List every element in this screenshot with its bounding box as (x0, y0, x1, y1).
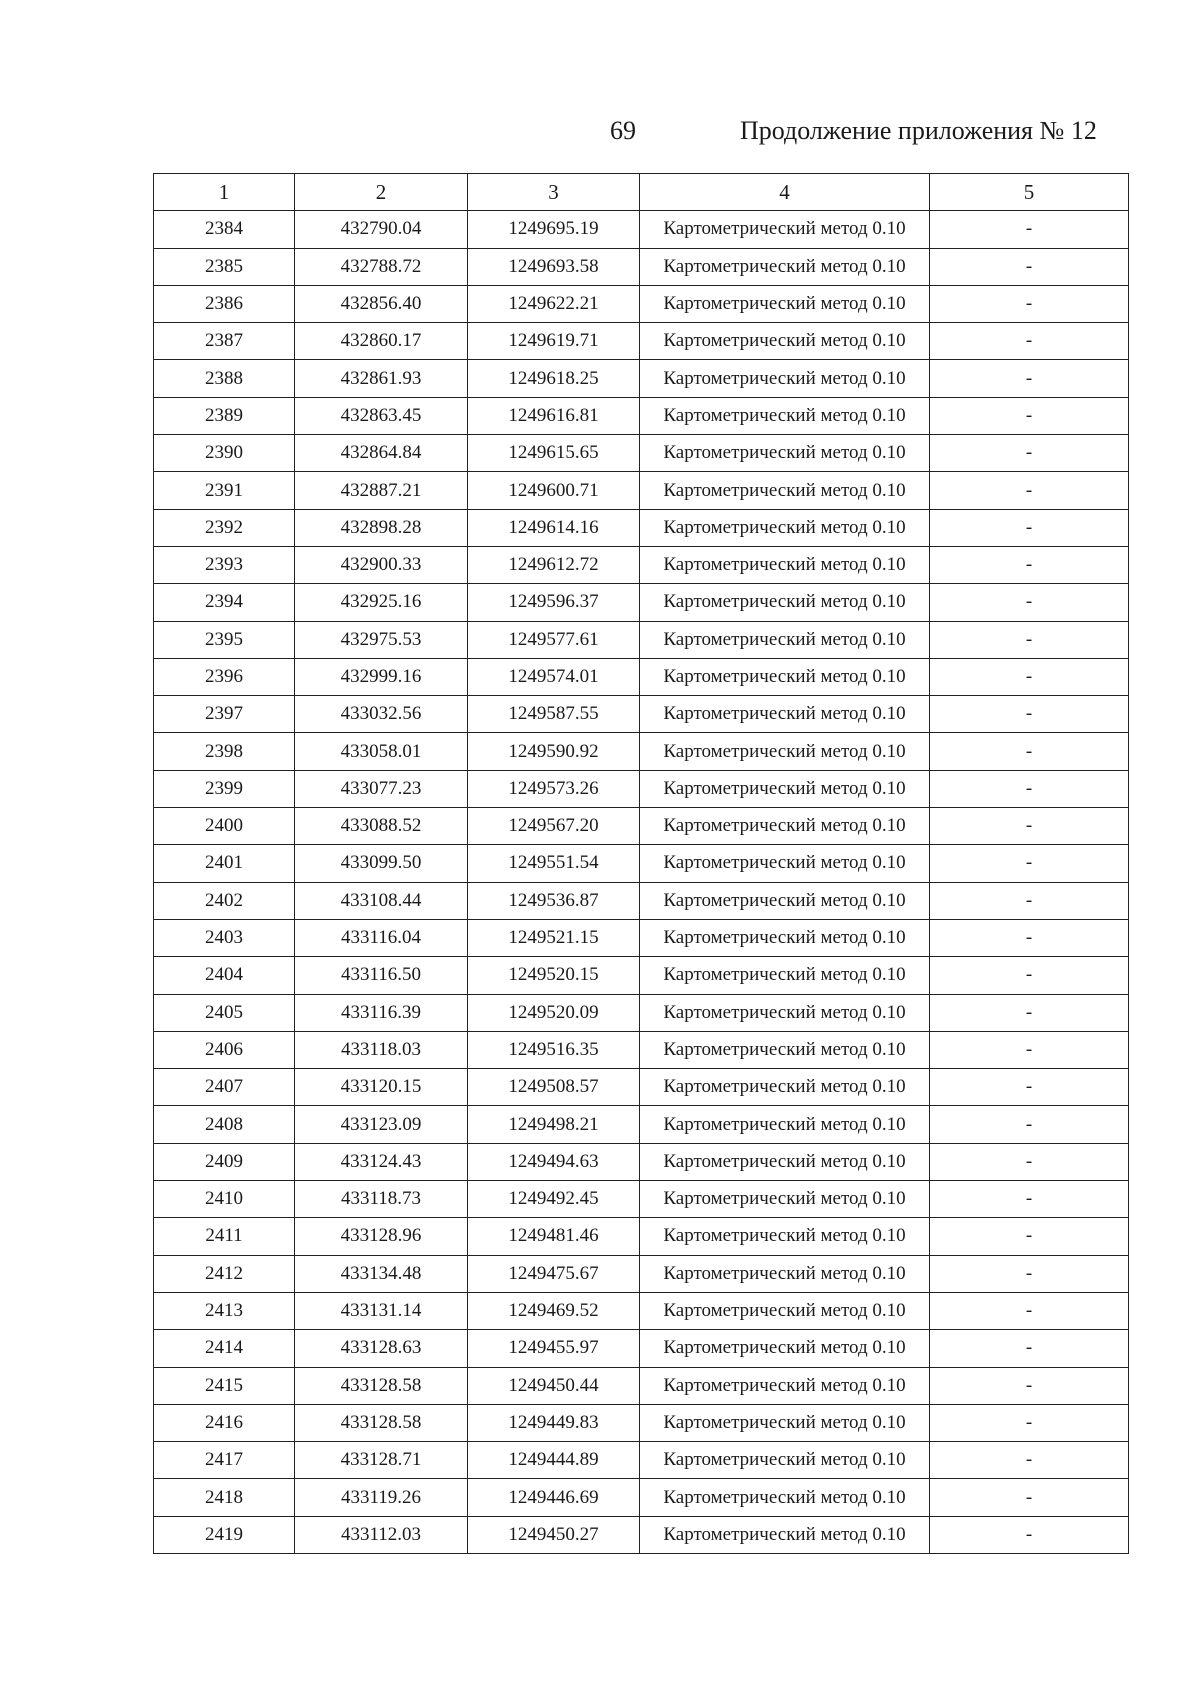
point-number-cell: 2396 (154, 658, 295, 695)
note-cell: - (930, 472, 1129, 509)
table-row (154, 919, 1129, 956)
method-cell: Картометрический метод 0.10 (640, 1292, 930, 1329)
y-coordinate-cell: 1249521.15 (468, 919, 640, 956)
note-cell: - (930, 957, 1129, 994)
note-cell: - (930, 845, 1129, 882)
table-row (154, 1479, 1129, 1516)
point-number-cell: 2402 (154, 882, 295, 919)
x-coordinate-cell: 433128.63 (295, 1330, 468, 1367)
point-number-cell: 2399 (154, 770, 295, 807)
point-number-cell: 2407 (154, 1069, 295, 1106)
note-cell: - (930, 770, 1129, 807)
y-coordinate-cell: 1249520.15 (468, 957, 640, 994)
note-cell: - (930, 1330, 1129, 1367)
table-row (154, 1031, 1129, 1068)
x-coordinate-cell: 432861.93 (295, 360, 468, 397)
point-number-cell: 2390 (154, 435, 295, 472)
x-coordinate-cell: 432898.28 (295, 509, 468, 546)
method-cell: Картометрический метод 0.10 (640, 546, 930, 583)
note-cell: - (930, 994, 1129, 1031)
x-coordinate-cell: 433077.23 (295, 770, 468, 807)
method-cell: Картометрический метод 0.10 (640, 248, 930, 285)
method-cell: Картометрический метод 0.10 (640, 1516, 930, 1553)
point-number-cell: 2403 (154, 919, 295, 956)
y-coordinate-cell: 1249596.37 (468, 584, 640, 621)
column-header-1: 1 (154, 174, 295, 211)
point-number-cell: 2405 (154, 994, 295, 1031)
table-row (154, 770, 1129, 807)
note-cell: - (930, 696, 1129, 733)
method-cell: Картометрический метод 0.10 (640, 1367, 930, 1404)
point-number-cell: 2385 (154, 248, 295, 285)
table-row (154, 285, 1129, 322)
method-cell: Картометрический метод 0.10 (640, 658, 930, 695)
y-coordinate-cell: 1249693.58 (468, 248, 640, 285)
table-header-row (154, 174, 1129, 211)
y-coordinate-cell: 1249508.57 (468, 1069, 640, 1106)
table-row (154, 1181, 1129, 1218)
point-number-cell: 2392 (154, 509, 295, 546)
table-row (154, 1069, 1129, 1106)
y-coordinate-cell: 1249619.71 (468, 323, 640, 360)
point-number-cell: 2418 (154, 1479, 295, 1516)
note-cell: - (930, 1031, 1129, 1068)
x-coordinate-cell: 433124.43 (295, 1143, 468, 1180)
y-coordinate-cell: 1249587.55 (468, 696, 640, 733)
note-cell: - (930, 435, 1129, 472)
y-coordinate-cell: 1249444.89 (468, 1442, 640, 1479)
note-cell: - (930, 1106, 1129, 1143)
y-coordinate-cell: 1249536.87 (468, 882, 640, 919)
y-coordinate-cell: 1249498.21 (468, 1106, 640, 1143)
method-cell: Картометрический метод 0.10 (640, 1442, 930, 1479)
y-coordinate-cell: 1249516.35 (468, 1031, 640, 1068)
x-coordinate-cell: 433123.09 (295, 1106, 468, 1143)
method-cell: Картометрический метод 0.10 (640, 770, 930, 807)
table-row (154, 509, 1129, 546)
note-cell: - (930, 1367, 1129, 1404)
note-cell: - (930, 211, 1129, 248)
x-coordinate-cell: 433134.48 (295, 1255, 468, 1292)
table-row (154, 360, 1129, 397)
x-coordinate-cell: 433116.39 (295, 994, 468, 1031)
y-coordinate-cell: 1249590.92 (468, 733, 640, 770)
y-coordinate-cell: 1249449.83 (468, 1404, 640, 1441)
note-cell: - (930, 397, 1129, 434)
x-coordinate-cell: 433112.03 (295, 1516, 468, 1553)
note-cell: - (930, 546, 1129, 583)
x-coordinate-cell: 433116.04 (295, 919, 468, 956)
method-cell: Картометрический метод 0.10 (640, 285, 930, 322)
point-number-cell: 2388 (154, 360, 295, 397)
y-coordinate-cell: 1249622.21 (468, 285, 640, 322)
page-number: 69 (610, 116, 636, 145)
method-cell: Картометрический метод 0.10 (640, 397, 930, 434)
page-title: Продолжение приложения № 12 (740, 116, 1097, 145)
y-coordinate-cell: 1249600.71 (468, 472, 640, 509)
x-coordinate-cell: 432788.72 (295, 248, 468, 285)
y-coordinate-cell: 1249577.61 (468, 621, 640, 658)
x-coordinate-cell: 433131.14 (295, 1292, 468, 1329)
method-cell: Картометрический метод 0.10 (640, 584, 930, 621)
point-number-cell: 2389 (154, 397, 295, 434)
table-row (154, 808, 1129, 845)
method-cell: Картометрический метод 0.10 (640, 882, 930, 919)
note-cell: - (930, 1181, 1129, 1218)
method-cell: Картометрический метод 0.10 (640, 1218, 930, 1255)
method-cell: Картометрический метод 0.10 (640, 994, 930, 1031)
table-row (154, 397, 1129, 434)
x-coordinate-cell: 433116.50 (295, 957, 468, 994)
x-coordinate-cell: 433108.44 (295, 882, 468, 919)
y-coordinate-cell: 1249446.69 (468, 1479, 640, 1516)
column-header-5: 5 (930, 174, 1129, 211)
table-row (154, 1106, 1129, 1143)
y-coordinate-cell: 1249469.52 (468, 1292, 640, 1329)
table-row (154, 957, 1129, 994)
table-row (154, 658, 1129, 695)
x-coordinate-cell: 432860.17 (295, 323, 468, 360)
column-header-3: 3 (468, 174, 640, 211)
point-number-cell: 2395 (154, 621, 295, 658)
table-row (154, 1143, 1129, 1180)
table-row (154, 472, 1129, 509)
method-cell: Картометрический метод 0.10 (640, 808, 930, 845)
point-number-cell: 2412 (154, 1255, 295, 1292)
x-coordinate-cell: 433118.03 (295, 1031, 468, 1068)
method-cell: Картометрический метод 0.10 (640, 1255, 930, 1292)
method-cell: Картометрический метод 0.10 (640, 323, 930, 360)
method-cell: Картометрический метод 0.10 (640, 1404, 930, 1441)
x-coordinate-cell: 432975.53 (295, 621, 468, 658)
y-coordinate-cell: 1249481.46 (468, 1218, 640, 1255)
note-cell: - (930, 733, 1129, 770)
method-cell: Картометрический метод 0.10 (640, 211, 930, 248)
table-row (154, 546, 1129, 583)
y-coordinate-cell: 1249618.25 (468, 360, 640, 397)
point-number-cell: 2411 (154, 1218, 295, 1255)
note-cell: - (930, 1218, 1129, 1255)
table-row (154, 882, 1129, 919)
table-row (154, 1330, 1129, 1367)
table-row (154, 1442, 1129, 1479)
table-row (154, 994, 1129, 1031)
method-cell: Картометрический метод 0.10 (640, 509, 930, 546)
note-cell: - (930, 248, 1129, 285)
note-cell: - (930, 808, 1129, 845)
x-coordinate-cell: 433119.26 (295, 1479, 468, 1516)
note-cell: - (930, 1442, 1129, 1479)
method-cell: Картометрический метод 0.10 (640, 696, 930, 733)
table-row (154, 248, 1129, 285)
method-cell: Картометрический метод 0.10 (640, 919, 930, 956)
table-row (154, 621, 1129, 658)
table-row (154, 1367, 1129, 1404)
x-coordinate-cell: 432900.33 (295, 546, 468, 583)
point-number-cell: 2393 (154, 546, 295, 583)
note-cell: - (930, 323, 1129, 360)
point-number-cell: 2384 (154, 211, 295, 248)
method-cell: Картометрический метод 0.10 (640, 1069, 930, 1106)
y-coordinate-cell: 1249475.67 (468, 1255, 640, 1292)
point-number-cell: 2410 (154, 1181, 295, 1218)
method-cell: Картометрический метод 0.10 (640, 435, 930, 472)
y-coordinate-cell: 1249574.01 (468, 658, 640, 695)
x-coordinate-cell: 433128.58 (295, 1367, 468, 1404)
method-cell: Картометрический метод 0.10 (640, 1330, 930, 1367)
point-number-cell: 2391 (154, 472, 295, 509)
x-coordinate-cell: 433058.01 (295, 733, 468, 770)
point-number-cell: 2414 (154, 1330, 295, 1367)
table-row (154, 584, 1129, 621)
note-cell: - (930, 509, 1129, 546)
y-coordinate-cell: 1249494.63 (468, 1143, 640, 1180)
table-row (154, 1292, 1129, 1329)
note-cell: - (930, 919, 1129, 956)
y-coordinate-cell: 1249455.97 (468, 1330, 640, 1367)
y-coordinate-cell: 1249567.20 (468, 808, 640, 845)
x-coordinate-cell: 433032.56 (295, 696, 468, 733)
point-number-cell: 2401 (154, 845, 295, 882)
table-row (154, 435, 1129, 472)
table-row (154, 323, 1129, 360)
note-cell: - (930, 1069, 1129, 1106)
table-row (154, 1516, 1129, 1553)
x-coordinate-cell: 433099.50 (295, 845, 468, 882)
y-coordinate-cell: 1249551.54 (468, 845, 640, 882)
x-coordinate-cell: 433128.58 (295, 1404, 468, 1441)
method-cell: Картометрический метод 0.10 (640, 1479, 930, 1516)
note-cell: - (930, 621, 1129, 658)
method-cell: Картометрический метод 0.10 (640, 1181, 930, 1218)
y-coordinate-cell: 1249492.45 (468, 1181, 640, 1218)
point-number-cell: 2409 (154, 1143, 295, 1180)
table-row (154, 696, 1129, 733)
table-row (154, 1218, 1129, 1255)
y-coordinate-cell: 1249614.16 (468, 509, 640, 546)
x-coordinate-cell: 432856.40 (295, 285, 468, 322)
method-cell: Картометрический метод 0.10 (640, 1031, 930, 1068)
y-coordinate-cell: 1249520.09 (468, 994, 640, 1031)
note-cell: - (930, 584, 1129, 621)
note-cell: - (930, 1143, 1129, 1180)
y-coordinate-cell: 1249612.72 (468, 546, 640, 583)
point-number-cell: 2387 (154, 323, 295, 360)
point-number-cell: 2398 (154, 733, 295, 770)
note-cell: - (930, 285, 1129, 322)
table-row (154, 211, 1129, 248)
y-coordinate-cell: 1249450.27 (468, 1516, 640, 1553)
y-coordinate-cell: 1249573.26 (468, 770, 640, 807)
point-number-cell: 2404 (154, 957, 295, 994)
y-coordinate-cell: 1249616.81 (468, 397, 640, 434)
column-header-4: 4 (640, 174, 930, 211)
note-cell: - (930, 1292, 1129, 1329)
x-coordinate-cell: 432790.04 (295, 211, 468, 248)
table-body (154, 211, 1129, 1554)
point-number-cell: 2415 (154, 1367, 295, 1404)
x-coordinate-cell: 432925.16 (295, 584, 468, 621)
x-coordinate-cell: 433120.15 (295, 1069, 468, 1106)
method-cell: Картометрический метод 0.10 (640, 957, 930, 994)
method-cell: Картометрический метод 0.10 (640, 621, 930, 658)
note-cell: - (930, 658, 1129, 695)
coordinates-table (153, 173, 1129, 1554)
note-cell: - (930, 360, 1129, 397)
point-number-cell: 2394 (154, 584, 295, 621)
note-cell: - (930, 882, 1129, 919)
y-coordinate-cell: 1249695.19 (468, 211, 640, 248)
point-number-cell: 2417 (154, 1442, 295, 1479)
point-number-cell: 2386 (154, 285, 295, 322)
y-coordinate-cell: 1249450.44 (468, 1367, 640, 1404)
method-cell: Картометрический метод 0.10 (640, 733, 930, 770)
table-row (154, 1404, 1129, 1441)
point-number-cell: 2419 (154, 1516, 295, 1553)
x-coordinate-cell: 433118.73 (295, 1181, 468, 1218)
x-coordinate-cell: 433128.71 (295, 1442, 468, 1479)
note-cell: - (930, 1255, 1129, 1292)
note-cell: - (930, 1479, 1129, 1516)
point-number-cell: 2397 (154, 696, 295, 733)
method-cell: Картометрический метод 0.10 (640, 472, 930, 509)
table-row (154, 1255, 1129, 1292)
column-header-2: 2 (295, 174, 468, 211)
point-number-cell: 2406 (154, 1031, 295, 1068)
method-cell: Картометрический метод 0.10 (640, 360, 930, 397)
method-cell: Картометрический метод 0.10 (640, 1143, 930, 1180)
method-cell: Картометрический метод 0.10 (640, 845, 930, 882)
x-coordinate-cell: 432863.45 (295, 397, 468, 434)
point-number-cell: 2413 (154, 1292, 295, 1329)
point-number-cell: 2408 (154, 1106, 295, 1143)
table-row (154, 733, 1129, 770)
x-coordinate-cell: 432999.16 (295, 658, 468, 695)
note-cell: - (930, 1404, 1129, 1441)
note-cell: - (930, 1516, 1129, 1553)
x-coordinate-cell: 433088.52 (295, 808, 468, 845)
point-number-cell: 2416 (154, 1404, 295, 1441)
point-number-cell: 2400 (154, 808, 295, 845)
method-cell: Картометрический метод 0.10 (640, 1106, 930, 1143)
x-coordinate-cell: 432887.21 (295, 472, 468, 509)
x-coordinate-cell: 433128.96 (295, 1218, 468, 1255)
y-coordinate-cell: 1249615.65 (468, 435, 640, 472)
x-coordinate-cell: 432864.84 (295, 435, 468, 472)
table-row (154, 845, 1129, 882)
